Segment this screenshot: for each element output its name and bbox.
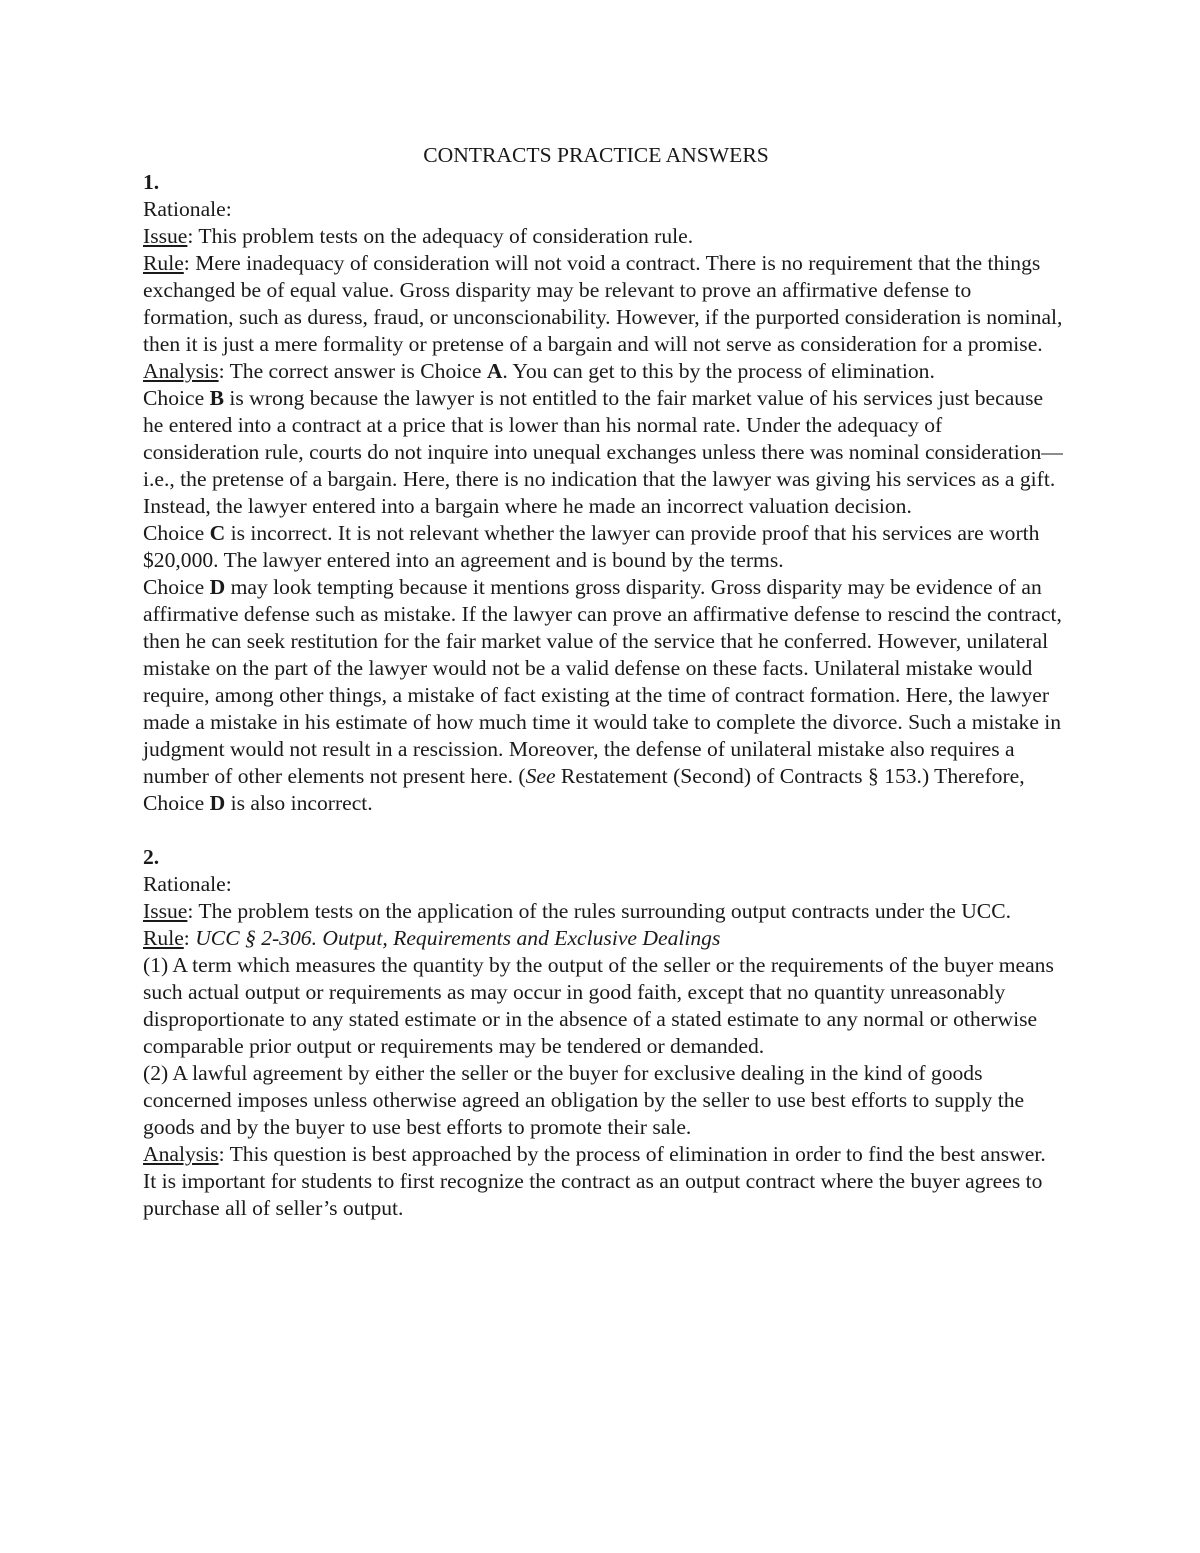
choice-prefix: Choice <box>143 386 210 410</box>
analysis-label: Analysis <box>143 359 219 383</box>
section-spacer <box>143 817 1063 844</box>
issue-paragraph <box>143 223 1063 250</box>
rule-paragraph <box>143 250 1063 358</box>
answer-choice: A <box>486 359 503 383</box>
issue-paragraph <box>143 898 1063 925</box>
question-number: 1. <box>143 170 160 194</box>
choice-prefix: Choice <box>143 521 210 545</box>
rationale-label: Rationale: <box>143 197 232 221</box>
analysis-label: Analysis <box>143 1142 219 1166</box>
rule-text: : Mere inadequacy of consideration will not void a contract. There is no requirement that the things exchanged be of equal value. Gross disparity may be relevant to prove an affirmative defense to formation, such as duress, fraud, or unconscionability. However, if the purported consideration is nominal, then it is just a mere formality or pretense of a bargain and will not serve as consideration for a promise. <box>143 251 1063 356</box>
issue-label: Issue <box>143 224 188 248</box>
rule-subsection-2: (2) A lawful agreement by either the seller or the buyer for exclusive dealing in the kind of goods concerned imposes unless otherwise agreed an obligation by the seller to use best efforts to supply the goods and by the buyer to use best efforts to promote their sale. <box>143 1061 1025 1139</box>
rule-separator: : <box>183 926 196 950</box>
choice-b-paragraph <box>143 385 1063 520</box>
document-title: CONTRACTS PRACTICE ANSWERS <box>423 143 769 167</box>
choice-c-paragraph <box>143 520 1063 574</box>
choice-d-conclusion-text: is also incorrect. <box>225 791 373 815</box>
choice-d-conclusion <box>143 790 1063 817</box>
choice-b-text: is wrong because the lawyer is not entitled to the fair market value of his services just because he entered into a contract at a price that is lower than his normal rate. Under the adequacy of consideration rule, courts do not inquire into unequal exchanges unless there was nominal consideration—i.e., the pretense of a bargain. Here, there is no indication that the lawyer was giving his services as a gift. Instead, the lawyer entered into a bargain where he made an incorrect valuation decision. <box>143 386 1063 518</box>
choice-letter: D <box>209 791 226 815</box>
question-number: 2. <box>143 845 160 869</box>
choice-letter: D <box>209 575 226 599</box>
choice-letter: C <box>209 521 226 545</box>
analysis-text: : This question is best approached by the process of elimination in order to find the best answer. It is important for students to first recognize the contract as an output contract where the buyer agrees to purchase all of seller’s output. <box>143 1142 1046 1220</box>
rule-subsection-1: (1) A term which measures the quantity by the output of the seller or the requirements of the buyer means such actual output or requirements as may occur in good faith, except that no quantity unreasonably disproportionate to any stated estimate or in the absence of a stated estimate to any normal or otherwise comparable prior output or requirements may be tendered or demanded. <box>143 953 1054 1058</box>
rule-label: Rule <box>143 926 184 950</box>
issue-text: : This problem tests on the adequacy of consideration rule. <box>187 224 694 248</box>
choice-prefix: Choice <box>143 791 210 815</box>
citation-signal: See <box>525 764 556 788</box>
analysis-paragraph <box>143 358 1063 385</box>
document-page <box>143 142 1063 1222</box>
choice-c-text: is incorrect. It is not relevant whether the lawyer can provide proof that his services are worth $20,000. The lawyer entered into an agreement and is bound by the terms. <box>143 521 1040 572</box>
analysis-text-end: . You can get to this by the process of elimination. <box>502 359 935 383</box>
choice-prefix: Choice <box>143 575 210 599</box>
choice-d-paragraph <box>143 574 1063 790</box>
citation-text: Restatement (Second) of Contracts § 153.) Therefore, <box>555 764 1025 788</box>
rule-label: Rule <box>143 251 184 275</box>
analysis-paragraph <box>143 1141 1063 1222</box>
choice-letter: B <box>209 386 224 410</box>
choice-d-text: may look tempting because it mentions gross disparity. Gross disparity may be evidence of an affirmative defense such as mistake. If the lawyer can prove an affirmative defense to rescind the contract, then he can seek restitution for the fair market value of the service that he conferred. However, unilateral mistake on the part of the lawyer would not be a valid defense on these facts. Unilateral mistake would require, among other things, a mistake of fact existing at the time of contract formation. Here, the lawyer made a mistake in his estimate of how much time it would take to complete the divorce. Such a mistake in judgment would not result in a rescission. Moreover, the defense of unilateral mistake also requires a number of other elements not present here. ( <box>143 575 1062 788</box>
rationale-label: Rationale: <box>143 872 232 896</box>
rule-title: UCC § 2-306. Output, Requirements and Exclusive Dealings <box>195 926 721 950</box>
issue-label: Issue <box>143 899 188 923</box>
analysis-text: : The correct answer is Choice <box>218 359 487 383</box>
rule-paragraph <box>143 925 1063 952</box>
issue-text: : The problem tests on the application of the rules surrounding output contracts under the UCC. <box>187 899 1011 923</box>
